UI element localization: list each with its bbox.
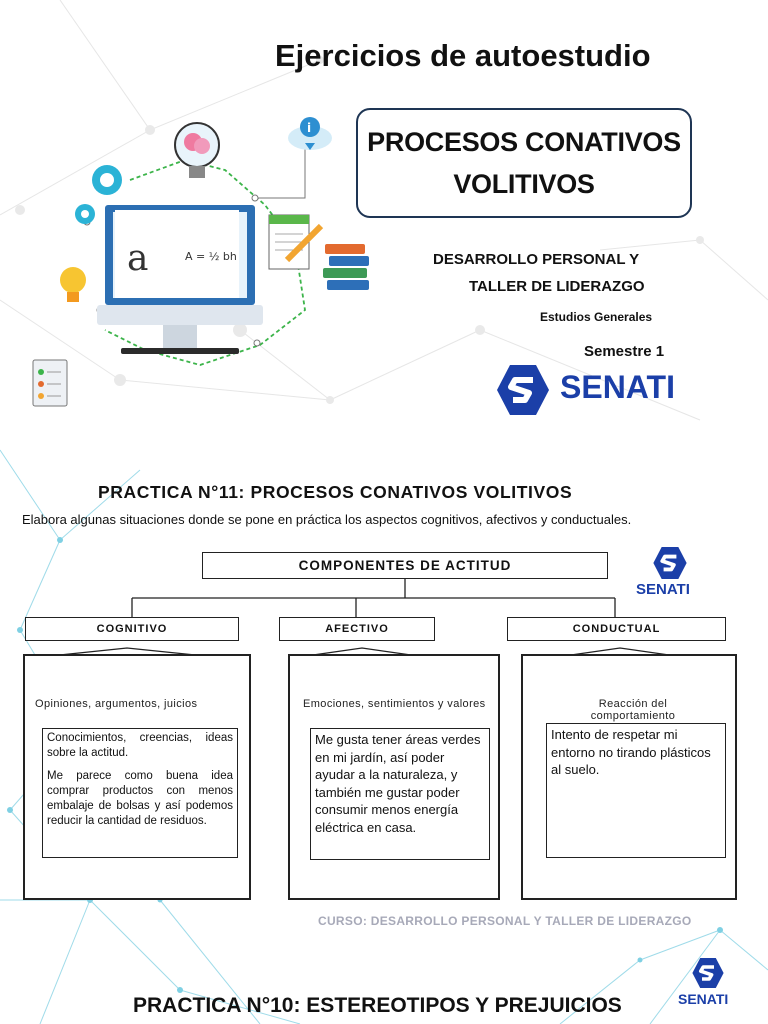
course-name-line2: TALLER DE LIDERAZGO	[469, 278, 645, 295]
course-footer: CURSO: DESARROLLO PERSONAL Y TALLER DE LIDERAZGO	[318, 914, 692, 928]
senati-logo-text: SENATI	[560, 369, 675, 405]
svg-text:a: a	[127, 238, 149, 279]
education-illustration	[25, 110, 375, 410]
conductual-answer	[546, 723, 726, 858]
cloud-info-icon	[288, 117, 332, 150]
practica-10-title: PRACTICA N°10: ESTEREOTIPOS Y PREJUICIOS	[133, 994, 622, 1017]
afectivo-panel	[288, 654, 500, 900]
category-afectivo: AFECTIVO	[279, 617, 435, 641]
cognitivo-answer-p1: Conocimientos, creencias, ideas sobre la actitud.	[47, 732, 233, 759]
afectivo-sublabel: Emociones, sentimientos y valores	[303, 698, 486, 710]
conductual-panel	[521, 654, 737, 900]
topic-title-line1: PROCESOS CONATIVOS	[367, 127, 681, 157]
formula-label: A = ½ bh	[185, 250, 237, 263]
senati-logo-icon	[692, 958, 724, 988]
semester-label: Semestre 1	[584, 343, 665, 360]
studies-label: Estudios Generales	[540, 310, 653, 324]
page-title: Ejercicios de autoestudio	[275, 38, 651, 73]
books-icon	[323, 244, 369, 290]
practica-11-instruction: Elabora algunas situaciones donde se pone en práctica los aspectos cognitivos, afectivos y conductuales.	[22, 512, 632, 527]
checklist-icon	[33, 360, 67, 406]
senati-logo-text: SENATI	[678, 991, 729, 1007]
conductual-sublabel: Reacción del comportamiento	[590, 698, 676, 722]
notebook-pencil-icon	[269, 215, 321, 269]
brain-lightbulb-icon	[175, 123, 219, 178]
svg-text:i: i	[307, 121, 312, 135]
lightbulb-icon	[60, 267, 86, 302]
topic-title-line2: VOLITIVOS	[453, 169, 595, 199]
conductual-answer-p1: Intento de respetar mi entorno no tirando plásticos al suelo.	[551, 727, 711, 777]
cognitivo-panel	[23, 654, 251, 900]
senati-logo-icon	[652, 547, 688, 579]
afectivo-answer	[310, 728, 490, 860]
afectivo-answer-p1: Me gusta tener áreas verdes en mi jardín, así poder ayudar a la naturaleza, y también me gustar poder consumir menos energía eléctrica en casa.	[315, 732, 481, 835]
topic-title-box	[356, 108, 692, 218]
category-cognitivo: COGNITIVO	[25, 617, 239, 641]
cognitivo-answer-p2: Me parece como buena idea comprar productos con menos embalaje de bolsas y así podemos reducir la cantidad de residuos.	[47, 770, 233, 827]
category-conductual: CONDUCTUAL	[507, 617, 726, 641]
practica-11-title: PRACTICA N°11: PROCESOS CONATIVOS VOLITIVOS	[98, 482, 573, 502]
senati-logo-text: SENATI	[636, 581, 690, 598]
senati-logo-icon	[497, 365, 549, 415]
cognitivo-sublabel: Opiniones, argumentos, juicios	[35, 698, 198, 710]
components-root-box: COMPONENTES DE ACTITUD	[202, 552, 608, 579]
course-name-line1: DESARROLLO PERSONAL Y	[433, 251, 640, 268]
cognitivo-answer	[42, 728, 238, 858]
